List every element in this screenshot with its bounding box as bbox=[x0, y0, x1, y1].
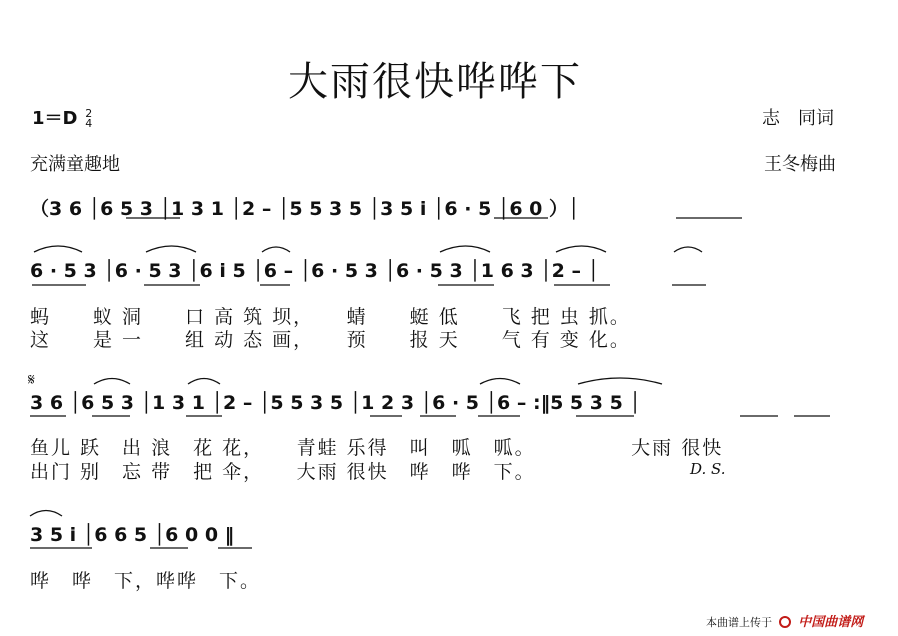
lyrics-row-2-verse-2: 这 是 一 组 动 态 画， 预 报 天 气 有 变 化。 bbox=[30, 329, 631, 351]
slur-arc bbox=[146, 246, 196, 252]
slur-arc bbox=[440, 246, 490, 252]
song-title: 大雨很快哗哗下 bbox=[288, 59, 582, 105]
lyrics-row-3-verse-2: 出门 别 忘 带 把 伞， 大雨 很快 哗 哗 下。 bbox=[30, 461, 536, 483]
key-label: 1＝D bbox=[32, 108, 78, 129]
footer-text: 本曲谱上传于 bbox=[706, 616, 772, 629]
slur-arc bbox=[34, 246, 82, 252]
slur-arc bbox=[94, 379, 130, 385]
tempo-expression: 充满童趣地 bbox=[30, 154, 120, 175]
slur-arc bbox=[30, 511, 62, 517]
slur-arc bbox=[188, 379, 220, 385]
slur-arc bbox=[674, 247, 702, 252]
notation-row-4: 3 5 i │6 6 5 │6 0 0 ‖ bbox=[30, 524, 235, 546]
lyrics-row-2-verse-1: 蚂 蚁 洞 口 高 筑 坝， 蜻 蜓 低 飞 把 虫 抓。 bbox=[30, 306, 631, 328]
composer-credit: 王冬梅曲 bbox=[764, 154, 836, 175]
site-logo-text: 中国曲谱网 bbox=[798, 615, 864, 630]
lyrics-row-3-verse-1: 鱼儿 跃 出 浪 花 花， 青蛙 乐得 叫 呱 呱。 大雨 很快 bbox=[30, 437, 724, 459]
time-sig-denominator: 4 bbox=[85, 117, 93, 130]
slur-arc bbox=[578, 378, 662, 384]
lyricist-credit: 志 同词 bbox=[762, 108, 834, 129]
segno-sign: 𝄋 bbox=[28, 370, 35, 389]
time-sig-numerator: 2 bbox=[85, 107, 93, 120]
notation-row-2: 6 · 5 3 │6 · 5 3 │6 i 5 │6 – │6 · 5 3 │6 · 5 3 │1 6 3 │2 – │ bbox=[30, 260, 600, 282]
dal-segno-mark: D. S. bbox=[690, 460, 726, 478]
slur-arc bbox=[262, 247, 290, 252]
slur-arc bbox=[480, 379, 520, 385]
slur-arc bbox=[556, 246, 606, 252]
notation-row-1: （3 6 │6 5 3 │1 3 1 │2 – │5 5 3 5 │3 5 i │6 · 5 │6 0 ）│ bbox=[30, 198, 580, 220]
lyrics-row-4: 哗 哗 下，哗哗 下。 bbox=[30, 570, 262, 592]
notation-row-3: 3 6 │6 5 3 │1 3 1 │2 – │5 5 3 5 │1 2 3 │6 · 5 │6 – :‖5 5 3 5 │ bbox=[30, 392, 641, 414]
